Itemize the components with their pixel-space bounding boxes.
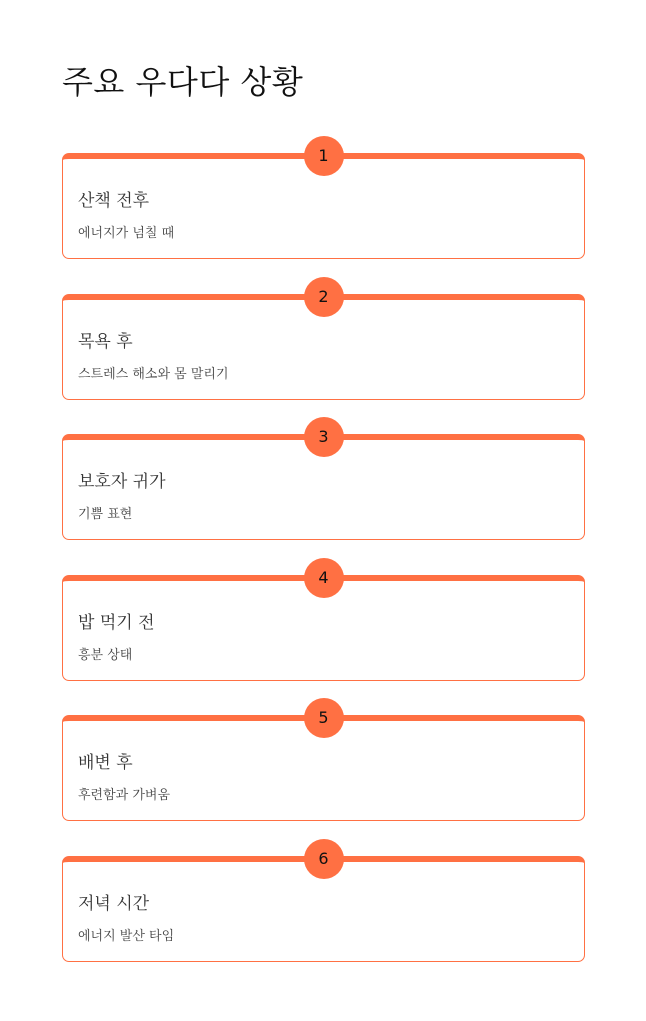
- page-title: 주요 우다다 상황: [62, 63, 304, 101]
- situation-title: 보호자 귀가: [78, 472, 166, 492]
- number-badge: 1: [304, 136, 344, 176]
- situation-card: [62, 286, 585, 400]
- situation-title: 밥 먹기 전: [78, 612, 155, 633]
- number-badge: 3: [304, 417, 344, 457]
- number-badge: 4: [304, 558, 344, 598]
- situation-title: 산책 전후: [78, 191, 150, 211]
- situation-card: [62, 708, 585, 821]
- situation-description: 흥분 상태: [78, 647, 133, 663]
- situation-card: [62, 146, 585, 259]
- situation-description: 기쁨 표현: [78, 507, 133, 522]
- situation-description: 후련함과 가벼움: [78, 788, 171, 803]
- situation-title: 목욕 후: [78, 331, 133, 352]
- situation-card: [62, 567, 585, 681]
- situation-title: 저녁 시간: [78, 893, 150, 914]
- situation-description: 스트레스 해소와 몸 말리기: [78, 366, 229, 382]
- situation-description: 에너지 발산 타임: [78, 928, 175, 944]
- situation-description: 에너지가 넘칠 때: [78, 226, 175, 241]
- situation-card: [62, 427, 585, 540]
- number-badge: 5: [304, 698, 344, 738]
- number-badge: 2: [304, 277, 344, 317]
- situation-list: [62, 146, 585, 996]
- number-badge: 6: [304, 839, 344, 879]
- situation-title: 배변 후: [78, 753, 133, 773]
- situation-card: [62, 848, 585, 962]
